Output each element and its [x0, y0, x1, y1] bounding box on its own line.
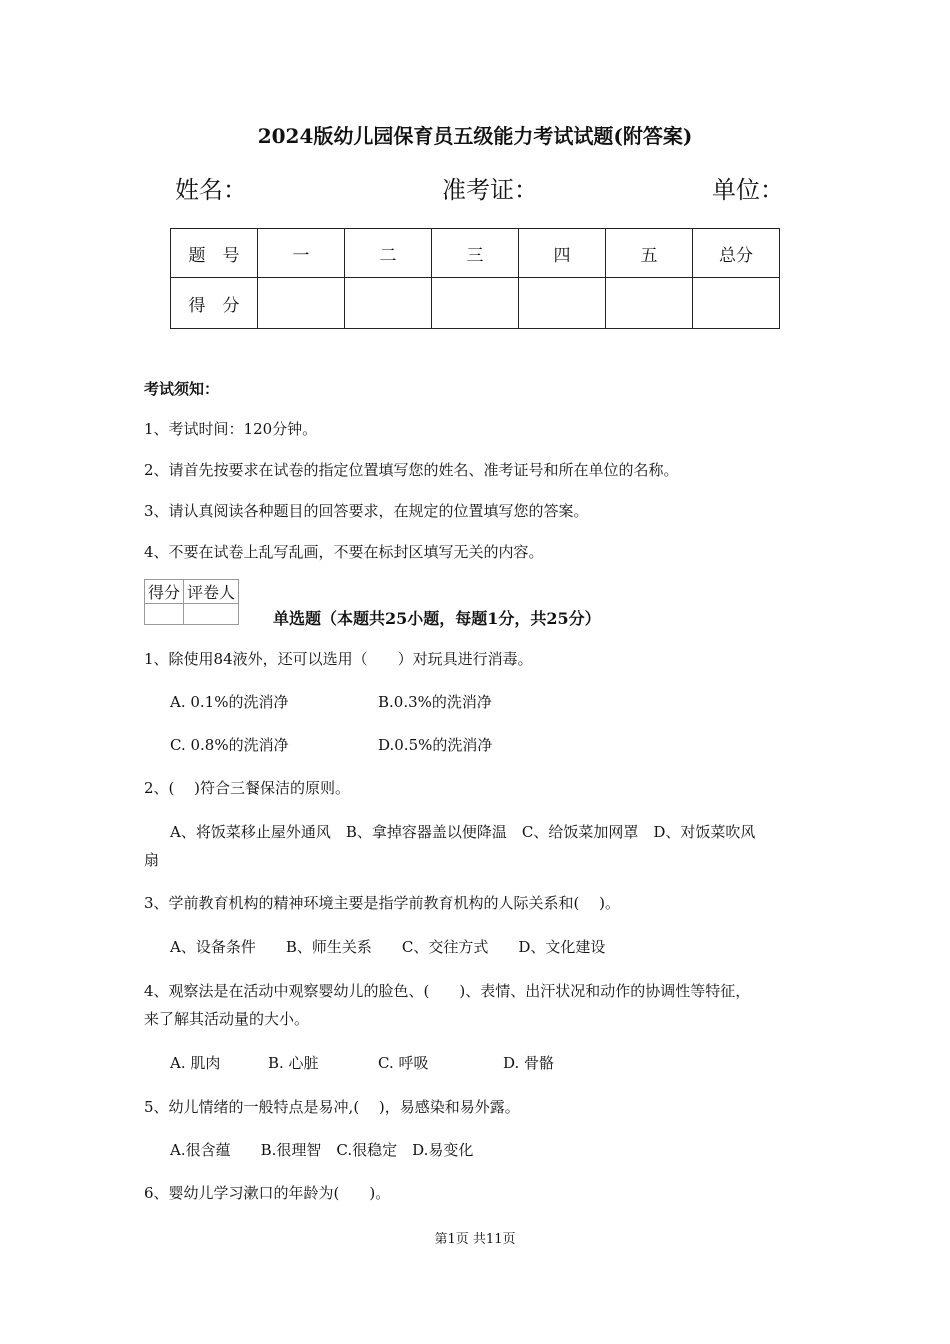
grader-box [144, 579, 239, 625]
question-option: B. 心脏 [268, 1054, 319, 1072]
score-cell[interactable] [432, 278, 519, 329]
page-footer: 第1页 共11页 [434, 1232, 516, 1247]
score-table-header-cell: 二 [345, 229, 432, 278]
grader-score-label: 得分 [145, 580, 184, 604]
question-option: D.0.5%的洗消净 [378, 736, 493, 754]
page-title: 2024版幼儿园保育员五级能力考试试题(附答案) [257, 124, 693, 148]
question-stem: 5、幼儿情绪的一般特点是易冲,( )，易感染和易外露。 [144, 1098, 520, 1116]
score-cell[interactable] [345, 278, 432, 329]
score-table-header-row [171, 229, 780, 278]
question-options: A、将饭菜移止屋外通风 B、拿掉容器盖以便降温 C、给饭菜加网罩 D、对饭菜吹风 [170, 823, 756, 841]
notice-heading: 考试须知： [144, 380, 220, 398]
question-option: C. 呼吸 [378, 1054, 429, 1072]
section-title: 单选题（本题共25小题，每题1分，共25分） [273, 609, 601, 628]
grader-name-label: 评卷人 [184, 580, 239, 604]
score-table-header-cell: 四 [519, 229, 606, 278]
score-cell[interactable] [519, 278, 606, 329]
score-cell[interactable] [258, 278, 345, 329]
score-table-score-row [171, 278, 780, 329]
question-option: B.0.3%的洗消净 [378, 693, 492, 711]
grader-score-cell[interactable] [145, 604, 184, 625]
score-table-header-cell: 总分 [693, 229, 780, 278]
score-row-label: 得 分 [171, 278, 258, 329]
question-option: C. 0.8%的洗消净 [170, 736, 289, 754]
unit-field-label: 单位： [712, 176, 784, 204]
question-stem: 1、除使用84液外，还可以选用（ ）对玩具进行消毒。 [144, 650, 533, 668]
score-table-header-cell: 题 号 [171, 229, 258, 278]
notice-item: 4、不要在试卷上乱写乱画，不要在标封区填写无关的内容。 [144, 543, 544, 561]
grader-name-cell[interactable] [184, 604, 239, 625]
name-field-label: 姓名： [175, 176, 247, 204]
notice-item: 2、请首先按要求在试卷的指定位置填写您的姓名、准考证号和所在单位的名称。 [144, 461, 679, 479]
question-options-continued: 扇 [144, 851, 160, 869]
exam-id-field-label: 准考证： [442, 176, 538, 204]
notice-item: 3、请认真阅读各种题目的回答要求，在规定的位置填写您的答案。 [144, 502, 589, 520]
score-cell[interactable] [693, 278, 780, 329]
question-stem: 2、( )符合三餐保洁的原则。 [144, 779, 351, 797]
question-options: A.很含蕴 B.很理智 C.很稳定 D.易变化 [170, 1141, 474, 1159]
score-table-header-cell: 三 [432, 229, 519, 278]
question-options: A、设备条件 B、师生关系 C、交往方式 D、文化建设 [170, 938, 606, 956]
question-option: A. 肌肉 [170, 1054, 221, 1072]
score-table-header-cell: 五 [606, 229, 693, 278]
question-option: A. 0.1%的洗消净 [170, 693, 289, 711]
question-stem: 4、观察法是在活动中观察婴幼儿的脸色、( )、表情、出汗状况和动作的协调性等特征， [144, 982, 751, 1000]
question-option: D. 骨骼 [503, 1054, 555, 1072]
score-table [170, 228, 780, 329]
question-stem: 3、学前教育机构的精神环境主要是指学前教育机构的人际关系和( )。 [144, 894, 621, 912]
notice-item: 1、考试时间：120分钟。 [144, 420, 318, 438]
score-cell[interactable] [606, 278, 693, 329]
question-stem-continued: 来了解其活动量的大小。 [144, 1010, 310, 1028]
question-stem: 6、婴幼儿学习漱口的年龄为( )。 [144, 1184, 391, 1202]
score-table-header-cell: 一 [258, 229, 345, 278]
